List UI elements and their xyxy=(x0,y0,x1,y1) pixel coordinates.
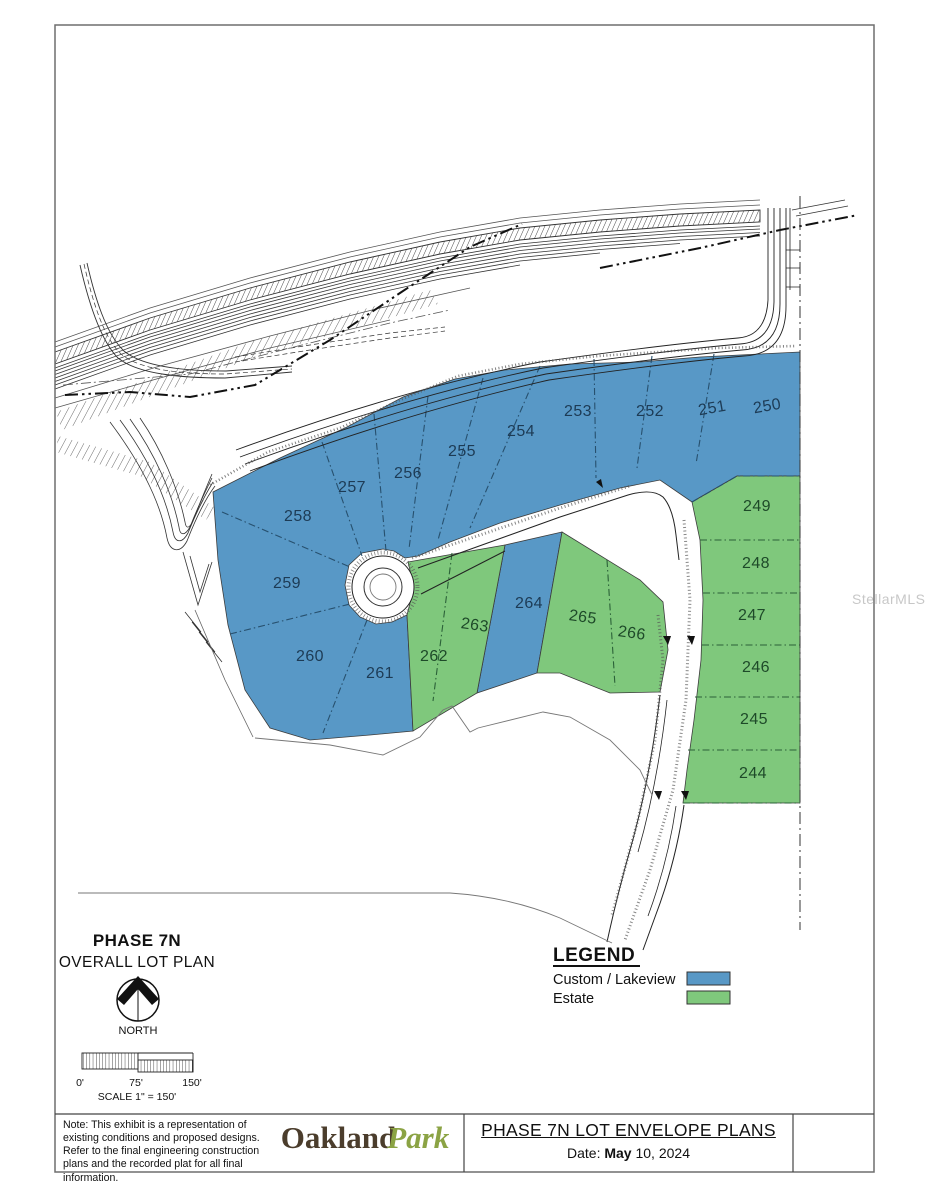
logo-text-park: Park xyxy=(387,1120,450,1155)
lot-label-250: 250 xyxy=(752,395,783,418)
lot-label-256: 256 xyxy=(394,465,422,482)
oakland-park-logo xyxy=(266,1120,464,1156)
lot-label-246: 246 xyxy=(742,659,770,676)
scale-tick-0: 0' xyxy=(76,1077,84,1089)
cul-de-sac xyxy=(349,553,418,622)
lot-label-248: 248 xyxy=(742,555,770,572)
lot-label-257: 257 xyxy=(338,479,366,496)
lot-label-263: 263 xyxy=(459,615,490,636)
date-label: Date: xyxy=(567,1145,601,1161)
lot-label-266: 266 xyxy=(616,623,647,644)
north-arrow xyxy=(117,976,159,1037)
logo-text-oakland: Oakland xyxy=(280,1120,397,1155)
lot-label-251: 251 xyxy=(697,397,728,420)
lot-label-245: 245 xyxy=(740,711,768,728)
lot-label-249: 249 xyxy=(743,498,771,515)
date-month: May xyxy=(604,1145,632,1161)
watermark-text: StellarMLS xyxy=(852,591,926,607)
lot-regions xyxy=(213,352,800,803)
scale-caption: SCALE 1" = 150' xyxy=(97,1091,177,1103)
region-lots-244-249 xyxy=(683,476,800,803)
lot-label-258: 258 xyxy=(284,508,312,525)
disclaimer-note: Note: This exhibit is a representation of existing conditions and proposed designs. Refer to the final engineering construction plans and the recorded plat for all final information. xyxy=(63,1119,260,1184)
title-block-cell xyxy=(464,1120,793,1161)
lot-label-253: 253 xyxy=(564,403,592,420)
lot-label-247: 247 xyxy=(738,607,766,624)
date-rest: 10, 2024 xyxy=(635,1145,690,1161)
lot-label-265: 265 xyxy=(567,607,598,628)
legend-swatch-estate xyxy=(687,991,730,1004)
scale-tick-75: 75' xyxy=(129,1077,143,1089)
legend-item-estate: Estate xyxy=(553,991,595,1007)
lot-label-254: 254 xyxy=(507,423,535,440)
lot-label-255: 255 xyxy=(448,443,476,460)
lot-label-264: 264 xyxy=(515,595,543,612)
sheet-date xyxy=(464,1145,793,1161)
phase-subtitle: OVERALL LOT PLAN xyxy=(58,954,216,971)
lot-label-261: 261 xyxy=(366,665,394,682)
lot-label-259: 259 xyxy=(273,575,301,592)
lot-label-262: 262 xyxy=(420,648,448,665)
legend xyxy=(553,945,730,1007)
legend-item-custom-lakeview: Custom / Lakeview xyxy=(553,972,676,988)
lot-label-252: 252 xyxy=(636,403,664,420)
sheet-title: PHASE 7N LOT ENVELOPE PLANS xyxy=(481,1120,776,1140)
lot-label-260: 260 xyxy=(296,648,324,665)
south-boundary-lines xyxy=(78,706,652,943)
legend-heading: LEGEND xyxy=(553,945,636,966)
scale-tick-150: 150' xyxy=(182,1077,202,1089)
lot-label-244: 244 xyxy=(739,765,767,782)
legend-swatch-custom-lakeview xyxy=(687,972,730,985)
north-label: NORTH xyxy=(118,1025,158,1037)
phase-title: PHASE 7N xyxy=(92,931,182,950)
scale-bar xyxy=(76,1053,202,1103)
